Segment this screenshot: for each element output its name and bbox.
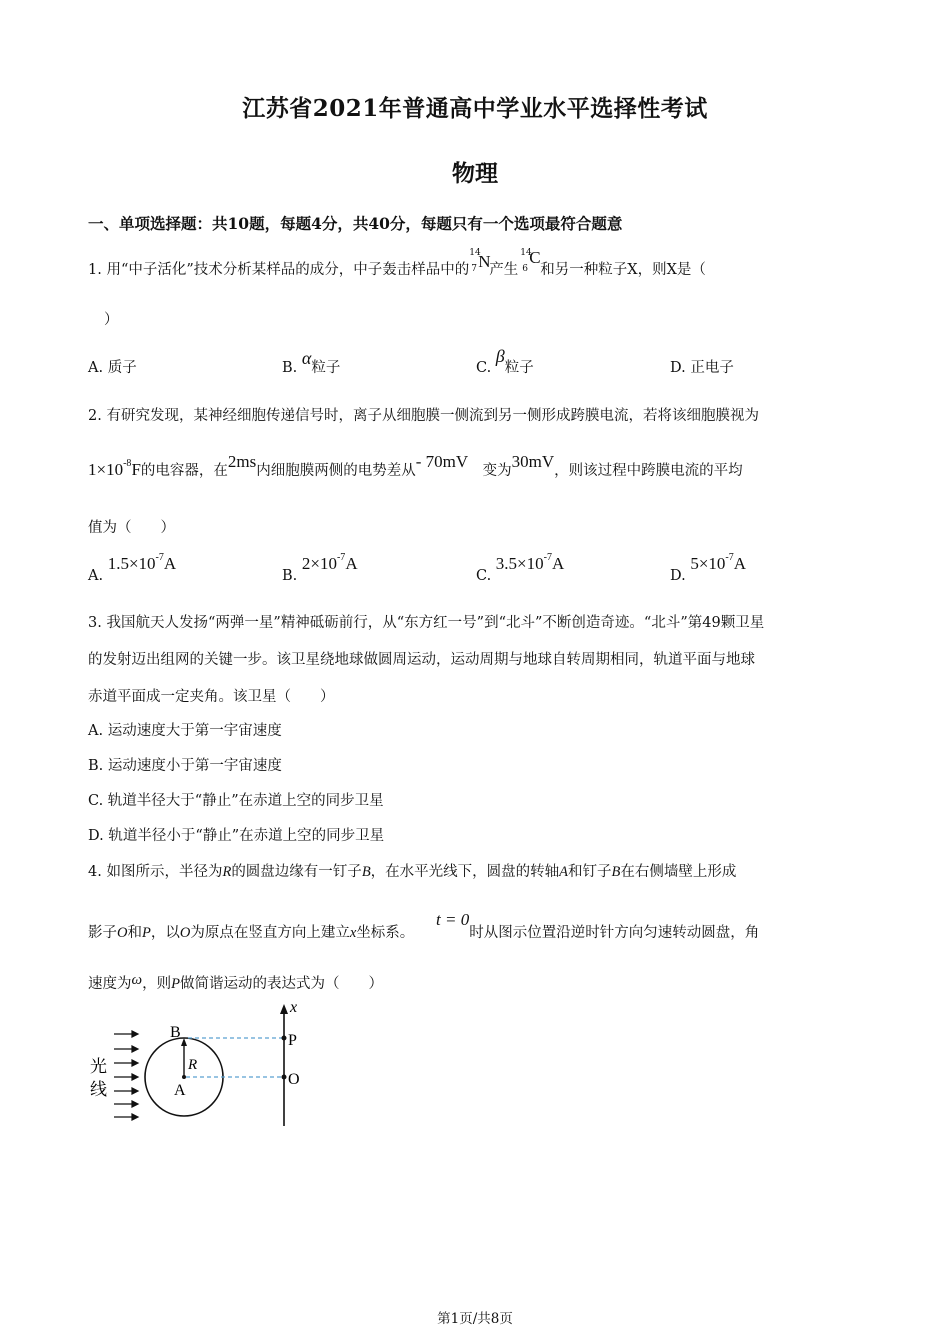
q4-figure	[80, 1000, 320, 1130]
section-heading: 一、单项选择题：共10题，每题4分，共40分，每题只有一个选项最符合题意	[88, 214, 623, 233]
subject-title: 物理	[452, 160, 498, 187]
q4-line2: 影子O和P，以O为原点在竖直方向上建立x坐标系。 t = 0时从图示位置沿逆时针方向匀速转动圆盘，角	[88, 910, 760, 941]
q3-line1: 3. 我国航天人发扬“两弹一星”精神砥砺前行，从“东方红一号”到“北斗”不断创造奇迹。“北斗”第49颗卫星	[88, 615, 765, 631]
point-p	[282, 1036, 287, 1041]
q2-line3: 值为（ ）	[88, 520, 175, 536]
q3-option-c[interactable]: C. 轨道半径大于“静止”在赤道上空的同步卫星	[88, 793, 384, 809]
axis-point-a	[182, 1075, 186, 1079]
page-footer: 第1页/共8页	[437, 1311, 513, 1327]
light-label-2: 线	[90, 1080, 107, 1099]
q2-line2: $1\times 10^{-8}F$的电容器，在2ms内细胞膜两侧的电势差从- 70mV 变为30mV，则该过程中跨膜电流的平均	[88, 452, 743, 479]
label-o: O	[288, 1071, 300, 1088]
radius-arrow	[181, 1038, 187, 1046]
q1-line1: 1. 用“中子活化”技术分析某样品的成分，中子轰击样品中的 14 7 N 产生 14 6 C 和另一种粒子X，则X是（	[88, 248, 706, 278]
light-arrows	[114, 1031, 138, 1120]
label-r: R	[188, 1057, 198, 1073]
label-x: x	[290, 1000, 298, 1016]
q2-line1: 2. 有研究发现，某神经细胞传递信号时，离子从细胞膜一侧流到另一侧形成跨膜电流，若将该细胞膜视为	[88, 408, 759, 424]
q1-option-c[interactable]: C. β粒子	[476, 346, 534, 376]
q1-option-d[interactable]: D. 正电子	[670, 360, 734, 376]
q1-line2: ）	[104, 312, 119, 328]
q4-line3: 速度为ω，则P做简谐运动的表达式为（ ）	[88, 972, 383, 992]
q3-option-b[interactable]: B. 运动速度小于第一宇宙速度	[88, 758, 282, 774]
q4-line1: 4. 如图所示，半径为R的圆盘边缘有一钉子B，在水平光线下，圆盘的转轴A和钉子B在右侧墙壁上形成	[88, 864, 737, 880]
q1-option-a[interactable]: A. 质子	[88, 360, 137, 376]
label-p: P	[288, 1032, 297, 1049]
exam-title: 江苏省2021年普通高中学业水平选择性考试	[242, 95, 708, 122]
q2-option-d[interactable]: D. $5\times 10^{-7}A$	[670, 552, 747, 584]
q3-line2: 的发射迈出组网的关键一步。该卫星绕地球做圆周运动，运动周期与地球自转周期相同，轨道平面与地球	[88, 652, 755, 668]
q2-option-a[interactable]: A. $1.5\times 10^{-7}A$	[88, 552, 177, 584]
x-axis-arrow	[280, 1004, 288, 1014]
q3-option-d[interactable]: D. 轨道半径小于“静止”在赤道上空的同步卫星	[88, 828, 385, 844]
q3-option-a[interactable]: A. 运动速度大于第一宇宙速度	[88, 723, 282, 739]
q3-line3: 赤道平面成一定夹角。该卫星（ ）	[88, 689, 335, 705]
label-b: B	[170, 1024, 181, 1041]
q2-option-c[interactable]: C. $3.5\times 10^{-7}A$	[476, 552, 565, 584]
point-o	[282, 1075, 287, 1080]
q2-option-b[interactable]: B. $2\times 10^{-7}A$	[282, 552, 358, 584]
light-label-1: 光	[90, 1057, 107, 1076]
label-a: A	[174, 1082, 186, 1099]
q1-option-b[interactable]: B. α粒子	[282, 348, 341, 376]
